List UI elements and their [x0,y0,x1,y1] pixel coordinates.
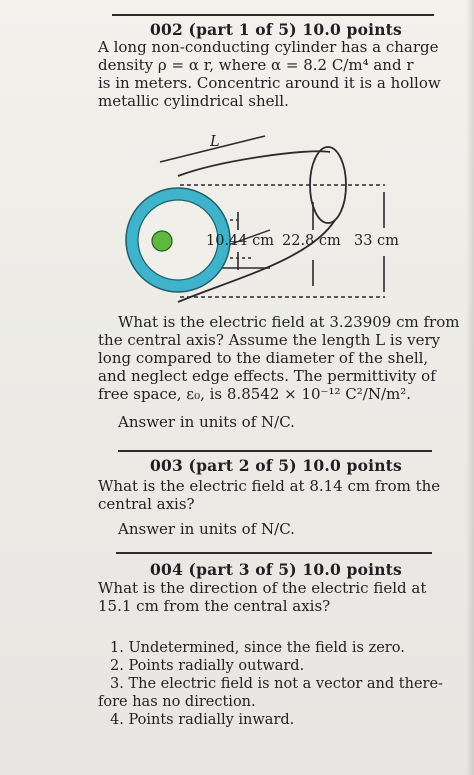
option-1-text: Undetermined, since the field is zero. [128,640,405,656]
top-rule [112,14,434,16]
q002-question-line1: What is the electric field at 3.23909 cm from [118,313,460,331]
option-2[interactable] [110,658,304,676]
option-4-number: 4. [110,712,124,728]
q004-rule [116,552,432,554]
q002-header: 002 (part 1 of 5) 10.0 points [150,20,402,39]
cylinder-diagram [110,130,410,310]
q002-text-line2: density ρ = α r, where α = 8.2 C/m⁴ and r [98,56,414,74]
cylinder-top-edge [178,151,330,176]
q004-header: 004 (part 3 of 5) 10.0 points [150,560,402,579]
r1-label: 10.44 cm [206,233,274,249]
option-4-text: Points radially inward. [128,712,295,728]
q002-question-line3: long compared to the diameter of the shell, [98,349,429,367]
r2-label: 22.8 cm [282,233,341,249]
q002-answer-units: Answer in units of N/C. [118,413,295,431]
option-3[interactable] [110,676,443,694]
option-3-continued [98,694,256,712]
option-2-text: Points radially outward. [128,658,305,674]
q004-text-line2: 15.1 cm from the central axis? [98,597,331,615]
option-1-number: 1. [110,640,124,656]
q002-question-line4: and neglect edge effects. The permittivity of [98,367,436,385]
q002-question-line2: the central axis? Assume the length L is very [98,331,441,349]
charged-core [152,231,172,251]
option-2-number: 2. [110,658,124,674]
q003-rule [118,450,432,452]
q003-answer-units: Answer in units of N/C. [118,520,295,538]
length-label: L [210,134,220,150]
q003-header: 003 (part 2 of 5) 10.0 points [150,456,402,475]
q002-question-line5: free space, ε₀, is 8.8542 × 10⁻¹² C²/N/m². [98,385,412,403]
option-1[interactable] [110,640,405,658]
option-3-text: The electric field is not a vector and there- [128,676,443,692]
q003-text-line1: What is the electric field at 8.14 cm from the [98,477,441,495]
q002-text-line4: metallic cylindrical shell. [98,92,289,110]
cylinder-figure [110,130,410,310]
q003-text-line2: central axis? [98,495,195,513]
r3-label: 33 cm [354,233,399,249]
option-3-continued-text: fore has no direction. [98,694,256,710]
option-3-number: 3. [110,676,124,692]
q004-text-line1: What is the direction of the electric field at [98,579,427,597]
q002-text-line3: is in meters. Concentric around it is a hollow [98,74,441,92]
q002-text-line1: A long non-conducting cylinder has a charge [98,38,439,56]
page-edge-shadow [466,0,474,775]
option-4[interactable] [110,712,294,730]
